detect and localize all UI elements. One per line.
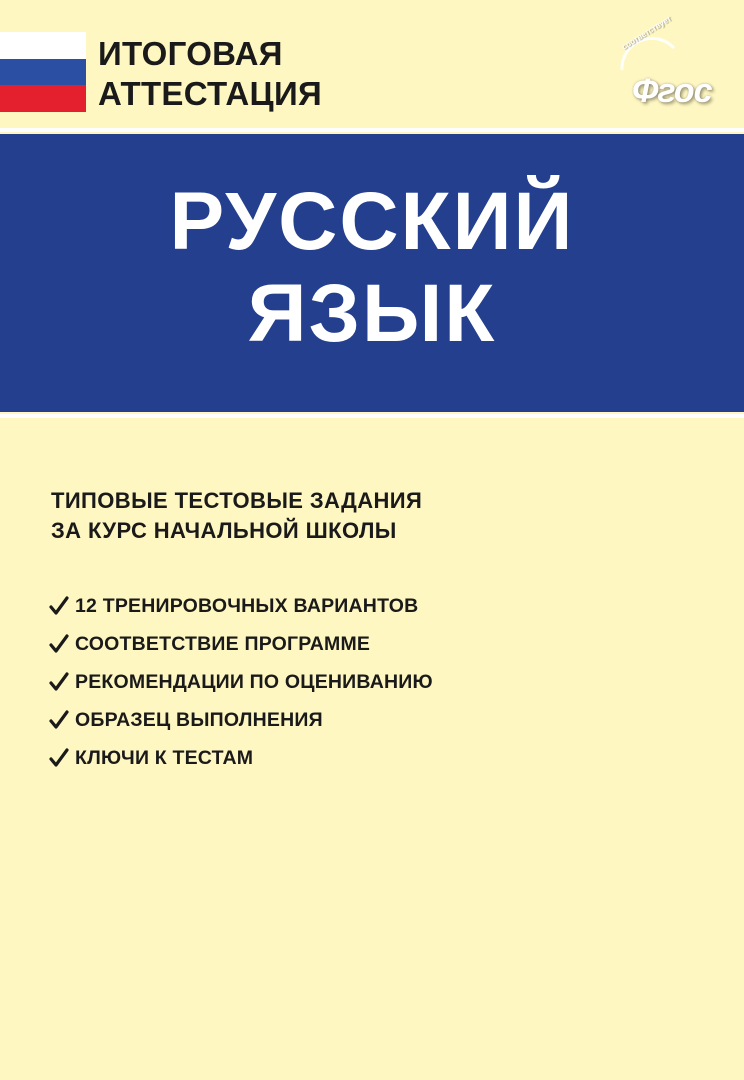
feature-label: КЛЮЧИ К ТЕСТАМ — [75, 746, 254, 769]
title-band — [0, 134, 744, 412]
feature-label: СООТВЕТСТВИЕ ПРОГРАММЕ — [75, 632, 371, 655]
checkmark-icon — [49, 634, 69, 654]
title-band-top-rule — [0, 128, 744, 132]
checkmark-icon — [49, 672, 69, 692]
series-title-line2: АТТЕСТАЦИЯ — [98, 75, 322, 112]
book-title-line1: РУССКИЙ — [169, 176, 575, 267]
feature-label: 12 ТРЕНИРОВОЧНЫХ ВАРИАНТОВ — [75, 594, 419, 617]
series-title-line1: ИТОГОВАЯ — [98, 35, 283, 72]
subtitle — [51, 486, 422, 546]
checkmark-icon — [49, 710, 69, 730]
checkmark-icon — [49, 596, 69, 616]
feature-item — [49, 739, 433, 777]
feature-item — [49, 663, 433, 701]
subtitle-line1: ТИПОВЫЕ ТЕСТОВЫЕ ЗАДАНИЯ — [51, 488, 423, 513]
subtitle-line2: ЗА КУРС НАЧАЛЬНОЙ ШКОЛЫ — [51, 518, 397, 543]
feature-item — [49, 701, 433, 739]
feature-item — [49, 625, 433, 663]
feature-label: РЕКОМЕНДАЦИИ ПО ОЦЕНИВАНИЮ — [75, 670, 433, 693]
fgos-badge-icon — [612, 14, 724, 114]
fgos-badge-text: Фгос — [632, 72, 712, 110]
checkmark-icon — [49, 748, 69, 768]
title-band-bottom-rule — [0, 414, 744, 418]
russian-flag-icon — [0, 32, 86, 112]
series-title — [98, 34, 322, 114]
feature-item — [49, 587, 433, 625]
fgos-badge-small-text: соответствует — [620, 14, 673, 52]
book-title-line2: ЯЗЫК — [247, 268, 497, 359]
feature-list — [49, 587, 433, 777]
feature-label: ОБРАЗЕЦ ВЫПОЛНЕНИЯ — [75, 708, 323, 731]
